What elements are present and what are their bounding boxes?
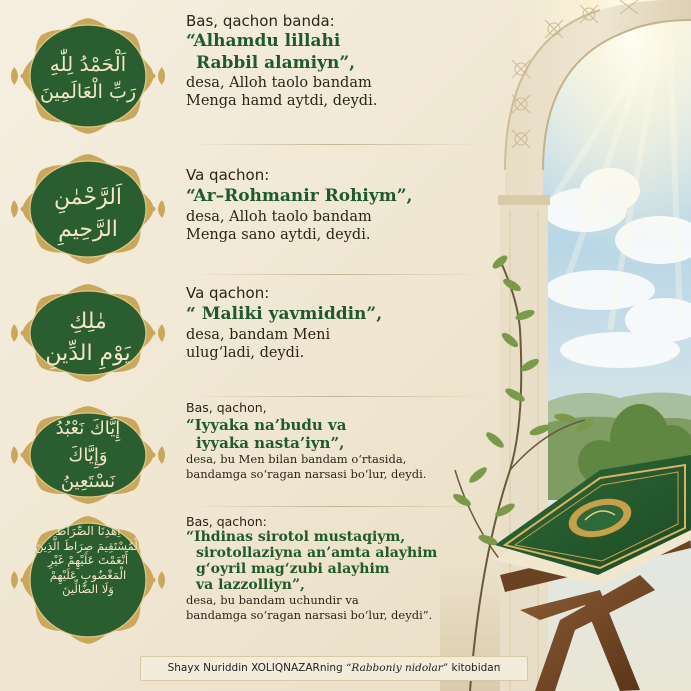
verse-quote-line: sirotollaziyna an’amta alayhim bbox=[196, 545, 438, 561]
verse-body-line: Menga sano aytdi, deydi. bbox=[186, 227, 371, 243]
verse-divider bbox=[186, 274, 486, 275]
arabic-verse-line: وَإِيَّاكَ bbox=[68, 444, 108, 466]
arabic-verse-line: اَلْحَمْدُ لِلّٰهِ bbox=[49, 52, 127, 76]
verse-medallion bbox=[8, 510, 168, 650]
verse-text-block bbox=[186, 166, 486, 244]
source-book-title: “Rabboniy nidolar” bbox=[346, 662, 449, 674]
source-caption bbox=[140, 656, 528, 681]
verse-body-line: desa, bu bandam uchundir va bbox=[186, 593, 359, 607]
verse-divider bbox=[186, 396, 486, 397]
verse-quote-line: “Alhamdu lillahi bbox=[186, 31, 341, 51]
arabic-verse-line: الْمُسْتَقِيمَ صِرَاطَ الَّذِينَ bbox=[35, 539, 141, 553]
verse-quote-line: va lazzolliyn”, bbox=[196, 577, 305, 593]
arabic-verse-line: الرَّحِيمِ bbox=[58, 216, 118, 242]
verse-intro: Va qachon: bbox=[186, 284, 270, 302]
verse-body-line: desa, Alloh taolo bandam bbox=[186, 75, 372, 91]
verse-medallion bbox=[8, 278, 168, 388]
source-suffix: kitobidan bbox=[448, 662, 501, 674]
verse-quote-line: g‘oyril mag‘zubi alayhim bbox=[196, 561, 390, 577]
arabic-verse-line: نَسْتَعِينُ bbox=[60, 471, 116, 492]
verse-text-block bbox=[186, 514, 486, 623]
arabic-verse-line: مٰلِكِ bbox=[69, 309, 107, 334]
arabic-verse-line: اَلرَّحْمٰنِ bbox=[53, 185, 123, 210]
arabic-verse-line: الْمَغْضُوبِ عَلَيْهِمْ bbox=[49, 567, 127, 582]
arabic-verse-line: يَوْمِ الدِّينِ bbox=[45, 340, 131, 366]
verse-body-line: desa, bandam Meni bbox=[186, 327, 331, 343]
verse-quote-line: “Iyyaka na’budu va bbox=[186, 416, 347, 434]
verse-text-block bbox=[186, 284, 486, 362]
verse-medallion bbox=[8, 400, 168, 510]
verse-quote-line: iyyaka nasta’iyn”, bbox=[196, 434, 345, 452]
verse-body-line: ulug‘ladi, deydi. bbox=[186, 345, 305, 361]
verse-quote-line: “ Maliki yavmiddin”, bbox=[186, 304, 383, 324]
verse-body-line: bandamga so‘ragan narsasi bo‘lur, deydi. bbox=[186, 467, 427, 481]
arabic-verse-line: رَبِّ الْعَالَمِينَ bbox=[39, 81, 137, 103]
verse-body-line: bandamga so‘ragan narsasi bo‘lur, deydi”. bbox=[186, 608, 433, 622]
verse-body-line: Menga hamd aytdi, deydi. bbox=[186, 93, 378, 109]
verse-medallion bbox=[8, 12, 168, 140]
arabic-verse-line: إِيَّاكَ نَعْبُدُ bbox=[55, 418, 121, 439]
verse-divider bbox=[186, 506, 486, 507]
verse-intro: Bas, qachon, bbox=[186, 400, 267, 415]
verse-divider bbox=[186, 144, 486, 145]
verse-body-line: desa, bu Men bilan bandam o‘rtasida, bbox=[186, 452, 407, 466]
arabic-verse-line: وَلَا الضَّالِّينَ bbox=[62, 582, 114, 597]
source-prefix: Shayx Nuriddin XOLIQNAZARning bbox=[167, 662, 347, 674]
verse-intro: Va qachon: bbox=[186, 166, 270, 184]
verse-intro: Bas, qachon: bbox=[186, 514, 267, 529]
verse-intro: Bas, qachon banda: bbox=[186, 12, 335, 30]
verse-body-line: desa, Alloh taolo bandam bbox=[186, 209, 372, 225]
arabic-verse-line: اِهْدِنَا الصِّرَاطَ bbox=[55, 524, 121, 538]
verse-text-block bbox=[186, 400, 486, 482]
verse-medallion bbox=[8, 148, 168, 270]
arabic-verse-line: أَنْعَمْتَ عَلَيْهِمْ غَيْرِ bbox=[47, 553, 129, 568]
verse-text-block bbox=[186, 12, 486, 110]
verse-quote-line: “Ar–Rohmanir Rohiym”, bbox=[186, 186, 413, 206]
verse-quote-line: Rabbil alamiyn”, bbox=[196, 53, 356, 73]
verse-quote-line: “Ihdinas sirotol mustaqiym, bbox=[186, 529, 406, 545]
